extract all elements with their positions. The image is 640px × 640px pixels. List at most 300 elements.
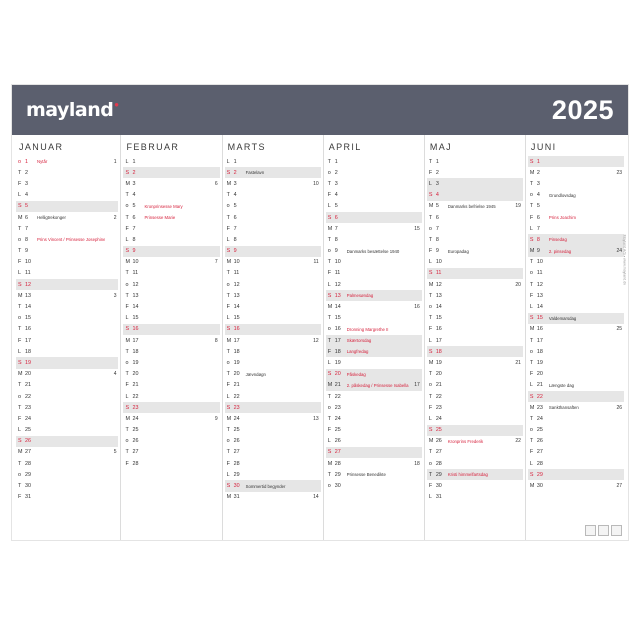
day-row[interactable] — [123, 223, 219, 234]
day-row[interactable] — [326, 369, 422, 380]
day-row[interactable] — [326, 167, 422, 178]
day-number: 2 — [25, 169, 28, 176]
day-row[interactable] — [326, 223, 422, 234]
weekday-letter: o — [529, 192, 533, 199]
day-row[interactable] — [528, 156, 624, 167]
day-row[interactable] — [427, 234, 523, 245]
day-row[interactable] — [326, 201, 422, 212]
day-row[interactable] — [326, 178, 422, 189]
day-number: 11 — [334, 270, 341, 277]
day-row[interactable] — [123, 246, 219, 257]
weekday-letter: o — [327, 483, 331, 490]
day-row[interactable] — [528, 369, 624, 380]
day-row[interactable] — [123, 357, 219, 368]
day-row[interactable] — [427, 246, 523, 257]
day-row[interactable] — [16, 492, 118, 503]
day-row[interactable] — [326, 234, 422, 245]
day-number: 12 — [233, 281, 240, 288]
weekday-letter: o — [18, 393, 21, 400]
day-number: 9 — [25, 248, 28, 255]
day-row[interactable] — [326, 279, 422, 290]
day-row[interactable] — [16, 257, 118, 268]
day-row[interactable] — [225, 212, 321, 223]
day-row[interactable] — [427, 369, 523, 380]
weekday-letter: T — [529, 259, 534, 266]
day-row[interactable] — [16, 234, 118, 245]
day-row[interactable] — [326, 436, 422, 447]
weekday-letter: S — [428, 192, 433, 199]
day-row[interactable] — [528, 391, 624, 402]
day-number: 4 — [132, 192, 136, 199]
day-row[interactable] — [225, 201, 321, 212]
week-number: 27 — [616, 483, 623, 490]
day-row[interactable] — [123, 301, 219, 312]
weekday-letter: F — [18, 415, 22, 422]
week-number: 5 — [113, 449, 117, 456]
day-row[interactable] — [123, 346, 219, 357]
weekday-letter: L — [529, 460, 533, 467]
day-number: 15 — [334, 315, 341, 322]
weekday-letter: o — [226, 281, 230, 288]
day-row[interactable] — [16, 391, 118, 402]
day-row[interactable] — [123, 313, 219, 324]
day-number: 2 — [132, 169, 136, 176]
day-row[interactable] — [16, 279, 118, 290]
day-row[interactable] — [427, 290, 523, 301]
day-row[interactable] — [225, 458, 321, 469]
weekday-letter: T — [327, 393, 331, 400]
day-row[interactable] — [123, 391, 219, 402]
day-row[interactable] — [427, 301, 523, 312]
day-number: 30 — [435, 483, 442, 490]
day-row[interactable] — [326, 335, 422, 346]
weekday-letter: S — [529, 393, 534, 400]
day-row[interactable] — [427, 357, 523, 368]
weekday-letter: T — [327, 471, 331, 478]
day-row[interactable] — [123, 324, 219, 335]
calendar-poster — [12, 85, 628, 540]
day-number: 16 — [536, 326, 543, 333]
day-row[interactable] — [225, 480, 321, 491]
weekday-letter: S — [18, 438, 22, 445]
day-number: 22 — [334, 393, 341, 400]
day-row[interactable] — [225, 156, 321, 167]
day-row[interactable] — [427, 402, 523, 413]
day-row[interactable] — [326, 156, 422, 167]
day-row[interactable] — [16, 201, 118, 212]
day-number: 10 — [536, 259, 543, 266]
day-row[interactable] — [123, 234, 219, 245]
day-row[interactable] — [427, 380, 523, 391]
day-row[interactable] — [326, 301, 422, 312]
day-row[interactable] — [225, 436, 321, 447]
day-row[interactable] — [16, 190, 118, 201]
day-number: 6 — [536, 214, 540, 221]
weekday-letter: T — [529, 415, 534, 422]
day-row[interactable] — [225, 346, 321, 357]
day-row[interactable] — [427, 313, 523, 324]
day-row[interactable] — [16, 346, 118, 357]
day-row[interactable] — [225, 413, 321, 424]
day-number: 1 — [25, 158, 28, 165]
day-row[interactable] — [225, 223, 321, 234]
day-row[interactable] — [326, 257, 422, 268]
day-row[interactable] — [225, 324, 321, 335]
weekday-letter: M — [529, 483, 535, 490]
day-row[interactable] — [427, 447, 523, 458]
day-row[interactable] — [123, 167, 219, 178]
day-note: Dronning Margrethe II — [346, 326, 389, 332]
week-number: 19 — [515, 203, 521, 210]
day-row[interactable] — [528, 425, 624, 436]
day-row[interactable] — [123, 413, 219, 424]
day-row[interactable] — [16, 357, 118, 368]
day-row[interactable] — [225, 234, 321, 245]
day-row[interactable] — [528, 257, 624, 268]
day-row[interactable] — [225, 357, 321, 368]
day-row[interactable] — [225, 425, 321, 436]
day-row[interactable] — [427, 167, 523, 178]
day-row[interactable] — [225, 279, 321, 290]
weekday-letter: F — [18, 494, 22, 501]
day-number: 18 — [25, 348, 31, 355]
day-row[interactable] — [326, 391, 422, 402]
day-row[interactable] — [16, 313, 118, 324]
weekday-letter: o — [18, 471, 21, 478]
day-row[interactable] — [16, 167, 118, 178]
day-row[interactable] — [427, 178, 523, 189]
day-row[interactable] — [427, 458, 523, 469]
weekday-letter: o — [428, 460, 432, 467]
day-number: 5 — [435, 203, 439, 210]
day-row[interactable] — [225, 167, 321, 178]
day-row[interactable] — [427, 391, 523, 402]
day-row[interactable] — [225, 469, 321, 480]
day-row[interactable] — [528, 335, 624, 346]
day-number: 1 — [435, 158, 439, 165]
day-row[interactable] — [16, 447, 118, 458]
day-row[interactable] — [225, 380, 321, 391]
weekday-letter: S — [428, 427, 433, 434]
weekday-letter: o — [125, 438, 129, 445]
weekday-letter: T — [428, 471, 433, 478]
day-row[interactable] — [123, 190, 219, 201]
day-row[interactable] — [528, 447, 624, 458]
day-note: Danmarks besættelse 1940 — [346, 248, 400, 254]
day-row[interactable] — [123, 212, 219, 223]
day-row[interactable] — [326, 246, 422, 257]
day-row[interactable] — [427, 201, 523, 212]
weekday-letter: S — [18, 281, 22, 288]
day-row[interactable] — [123, 178, 219, 189]
weekday-letter: o — [226, 359, 230, 366]
weekday-letter: S — [529, 158, 534, 165]
day-row[interactable] — [528, 402, 624, 413]
weekday-letter: T — [327, 315, 331, 322]
day-row[interactable] — [528, 190, 624, 201]
day-row[interactable] — [326, 212, 422, 223]
day-number: 26 — [536, 438, 543, 445]
day-row[interactable] — [528, 313, 624, 324]
day-number: 24 — [334, 415, 341, 422]
day-row[interactable] — [427, 324, 523, 335]
day-row[interactable] — [427, 279, 523, 290]
day-note: Fastelavn — [245, 170, 265, 176]
day-row[interactable] — [225, 257, 321, 268]
day-row[interactable] — [16, 246, 118, 257]
day-row[interactable] — [16, 413, 118, 424]
day-row[interactable] — [427, 413, 523, 424]
day-row[interactable] — [528, 357, 624, 368]
day-number: 25 — [435, 427, 442, 434]
day-row[interactable] — [16, 212, 118, 223]
day-row[interactable] — [123, 335, 219, 346]
day-number: 12 — [435, 281, 442, 288]
day-number: 27 — [435, 449, 442, 456]
day-number: 5 — [132, 203, 136, 210]
day-row[interactable] — [123, 268, 219, 279]
weekday-letter: T — [327, 259, 331, 266]
side-imprint: Mayland A/S • www.mayland.dk — [622, 234, 626, 285]
day-row[interactable] — [427, 469, 523, 480]
day-note: Europadag — [447, 248, 469, 254]
day-row[interactable] — [123, 257, 219, 268]
day-row[interactable] — [16, 469, 118, 480]
weekday-letter: T — [18, 326, 22, 333]
day-number: 26 — [132, 438, 139, 445]
day-row[interactable] — [427, 346, 523, 357]
day-row[interactable] — [225, 492, 321, 503]
day-row[interactable] — [528, 469, 624, 480]
day-number: 16 — [25, 326, 31, 333]
day-row[interactable] — [16, 324, 118, 335]
week-number: 4 — [113, 371, 117, 378]
day-row[interactable] — [326, 268, 422, 279]
day-list — [427, 156, 523, 503]
day-row[interactable] — [326, 402, 422, 413]
weekday-letter: T — [226, 449, 230, 456]
day-row[interactable] — [225, 301, 321, 312]
day-row[interactable] — [528, 290, 624, 301]
day-row[interactable] — [326, 313, 422, 324]
day-row[interactable] — [528, 301, 624, 312]
weekday-letter: S — [18, 203, 22, 210]
day-row[interactable] — [528, 212, 624, 223]
day-row[interactable] — [427, 268, 523, 279]
weekday-letter: M — [18, 292, 23, 299]
day-row[interactable] — [427, 335, 523, 346]
day-number: 15 — [132, 315, 139, 322]
day-row[interactable] — [123, 447, 219, 458]
day-row[interactable] — [123, 369, 219, 380]
day-row[interactable] — [326, 190, 422, 201]
day-row[interactable] — [225, 290, 321, 301]
weekday-letter: S — [18, 359, 22, 366]
day-number: 13 — [435, 292, 442, 299]
weekday-letter: S — [125, 404, 130, 411]
day-row[interactable] — [326, 357, 422, 368]
day-number: 25 — [233, 427, 240, 434]
day-number: 20 — [132, 371, 139, 378]
day-number: 11 — [435, 270, 442, 277]
day-row[interactable] — [123, 201, 219, 212]
day-number: 30 — [25, 483, 31, 490]
day-row[interactable] — [326, 380, 422, 391]
week-number: 2 — [113, 214, 117, 221]
weekday-letter: L — [226, 236, 230, 243]
weekday-letter: T — [226, 371, 230, 378]
day-row[interactable] — [225, 335, 321, 346]
day-row[interactable] — [528, 279, 624, 290]
day-row[interactable] — [528, 436, 624, 447]
weekday-letter: M — [428, 359, 434, 366]
weekday-letter: L — [226, 393, 230, 400]
day-number: 24 — [25, 415, 31, 422]
day-row[interactable] — [528, 324, 624, 335]
day-number: 8 — [233, 236, 237, 243]
day-row[interactable] — [225, 246, 321, 257]
month-column — [14, 135, 121, 540]
weekday-letter: L — [529, 225, 533, 232]
weekday-letter: F — [226, 304, 230, 311]
day-number: 10 — [233, 259, 240, 266]
day-number: 3 — [334, 180, 338, 187]
day-row[interactable] — [427, 212, 523, 223]
week-number: 1 — [113, 158, 117, 165]
day-row[interactable] — [123, 279, 219, 290]
day-row[interactable] — [225, 369, 321, 380]
day-row[interactable] — [16, 425, 118, 436]
day-row[interactable] — [326, 290, 422, 301]
day-row[interactable] — [225, 402, 321, 413]
day-row[interactable] — [427, 480, 523, 491]
day-row[interactable] — [326, 458, 422, 469]
day-row[interactable] — [123, 156, 219, 167]
weekday-letter: F — [428, 326, 433, 333]
weekday-letter: F — [226, 225, 230, 232]
day-row[interactable] — [123, 436, 219, 447]
day-row[interactable] — [326, 480, 422, 491]
day-row[interactable] — [16, 156, 118, 167]
day-row[interactable] — [16, 436, 118, 447]
day-number: 26 — [25, 438, 31, 445]
day-row[interactable] — [16, 402, 118, 413]
day-row[interactable] — [225, 268, 321, 279]
weekday-letter: F — [125, 225, 129, 232]
day-row[interactable] — [225, 447, 321, 458]
day-row[interactable] — [528, 234, 624, 245]
weekday-letter: M — [18, 214, 23, 221]
day-number: 1 — [536, 158, 540, 165]
day-row[interactable] — [16, 458, 118, 469]
day-row[interactable] — [16, 480, 118, 491]
day-number: 15 — [536, 315, 543, 322]
day-row[interactable] — [16, 301, 118, 312]
day-row[interactable] — [16, 290, 118, 301]
day-row[interactable] — [123, 380, 219, 391]
day-row[interactable] — [326, 324, 422, 335]
day-row[interactable] — [528, 480, 624, 491]
day-row[interactable] — [123, 402, 219, 413]
day-row[interactable] — [16, 380, 118, 391]
day-row[interactable] — [123, 458, 219, 469]
weekday-letter: T — [18, 304, 22, 311]
day-row[interactable] — [225, 190, 321, 201]
day-note: Skærtorsdag — [346, 338, 372, 344]
day-row[interactable] — [427, 425, 523, 436]
day-row[interactable] — [16, 178, 118, 189]
day-row[interactable] — [225, 313, 321, 324]
weekday-letter: T — [327, 415, 331, 422]
day-number: 9 — [536, 248, 540, 255]
day-number: 3 — [435, 180, 439, 187]
day-number: 22 — [132, 393, 139, 400]
week-number: 8 — [214, 337, 218, 344]
day-number: 28 — [132, 460, 139, 467]
day-note: Langfredag — [346, 349, 369, 355]
day-row[interactable] — [326, 447, 422, 458]
day-note: Jævndøgn — [245, 371, 266, 377]
day-row[interactable] — [326, 425, 422, 436]
day-row[interactable] — [528, 246, 624, 257]
day-row[interactable] — [123, 290, 219, 301]
day-row[interactable] — [16, 223, 118, 234]
day-row[interactable] — [528, 346, 624, 357]
day-number: 6 — [334, 214, 338, 221]
day-row[interactable] — [326, 413, 422, 424]
day-row[interactable] — [427, 257, 523, 268]
weekday-letter: F — [125, 460, 129, 467]
day-row[interactable] — [427, 223, 523, 234]
day-row[interactable] — [123, 425, 219, 436]
day-number: 27 — [132, 449, 139, 456]
day-row[interactable] — [528, 201, 624, 212]
day-row[interactable] — [427, 436, 523, 447]
weekday-letter: T — [327, 337, 331, 344]
weekday-letter: T — [125, 270, 129, 277]
day-row[interactable] — [528, 178, 624, 189]
day-number: 13 — [25, 292, 31, 299]
day-row[interactable] — [16, 369, 118, 380]
day-row[interactable] — [225, 391, 321, 402]
day-row[interactable] — [16, 268, 118, 279]
day-number: 21 — [435, 382, 442, 389]
week-number: 24 — [616, 248, 623, 255]
day-row[interactable] — [528, 223, 624, 234]
day-row[interactable] — [528, 167, 624, 178]
day-row[interactable] — [225, 178, 321, 189]
day-row[interactable] — [528, 380, 624, 391]
day-row[interactable] — [16, 335, 118, 346]
weekday-letter: T — [428, 449, 433, 456]
day-row[interactable] — [427, 492, 523, 503]
day-number: 28 — [25, 460, 31, 467]
day-row[interactable] — [528, 413, 624, 424]
day-row[interactable] — [528, 458, 624, 469]
weekday-letter: M — [529, 248, 535, 255]
day-number: 23 — [334, 404, 341, 411]
weekday-letter: o — [226, 203, 230, 210]
day-row[interactable] — [326, 469, 422, 480]
weekday-letter: T — [529, 337, 534, 344]
day-row[interactable] — [427, 156, 523, 167]
day-number: 22 — [536, 393, 543, 400]
day-row[interactable] — [528, 268, 624, 279]
day-row[interactable] — [326, 346, 422, 357]
day-number: 22 — [25, 393, 31, 400]
weekday-letter: F — [428, 248, 433, 255]
day-row[interactable] — [427, 190, 523, 201]
